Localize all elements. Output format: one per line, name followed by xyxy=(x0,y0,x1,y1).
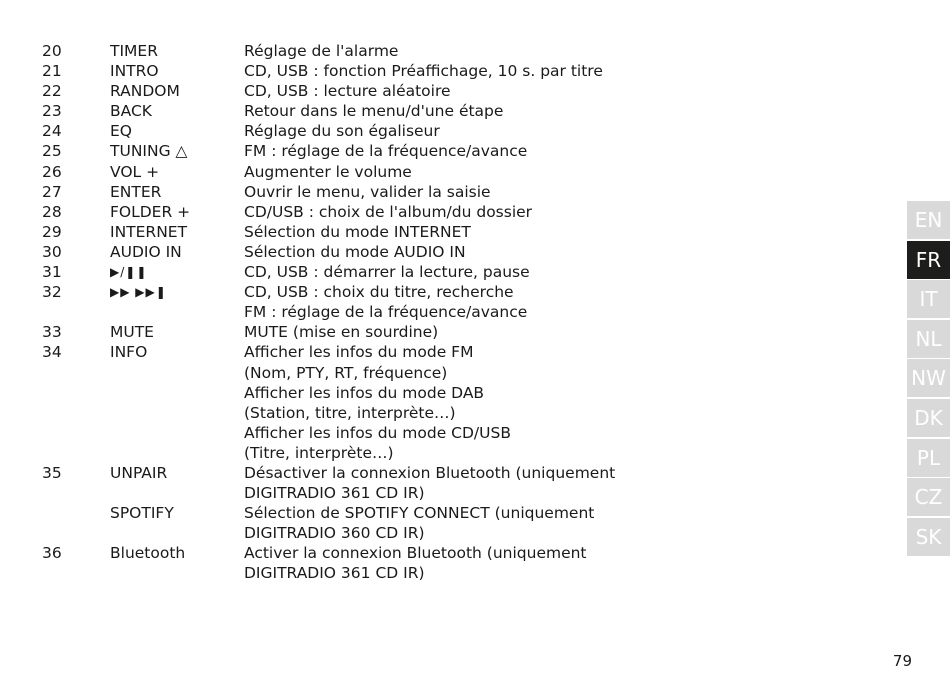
button-name: TIMER xyxy=(110,42,158,60)
function-description: MUTE (mise en sourdine) xyxy=(244,323,439,342)
item-number: 31 xyxy=(42,263,62,282)
list-item xyxy=(0,503,700,523)
button-name: INTERNET xyxy=(110,222,188,241)
button-name: EQ xyxy=(110,122,132,141)
list-item xyxy=(0,483,700,503)
item-number: 22 xyxy=(42,82,62,101)
item-number: 24 xyxy=(42,122,62,141)
language-tab-cz: CZ xyxy=(907,478,950,516)
list-item xyxy=(0,302,700,322)
button-name: Bluetooth xyxy=(110,544,186,563)
item-number: 20 xyxy=(42,42,62,60)
list-item xyxy=(0,182,700,202)
function-description: Réglage du son égaliseur xyxy=(244,122,440,141)
function-description: Afficher les infos du mode FM xyxy=(244,343,474,362)
list-item xyxy=(0,141,700,161)
function-description: (Station, titre, interprète…) xyxy=(244,403,456,422)
language-tab-pl: PL xyxy=(907,439,950,477)
item-number: 28 xyxy=(42,202,62,221)
function-description: DIGITRADIO 360 CD IR) xyxy=(244,524,425,543)
list-item xyxy=(0,423,700,443)
list-item xyxy=(0,523,700,543)
button-name: VOL + xyxy=(110,162,160,181)
item-number: 23 xyxy=(42,102,62,121)
button-name: RANDOM xyxy=(110,82,180,101)
language-tab-it: IT xyxy=(907,280,950,318)
button-name: TUNING △ xyxy=(110,142,188,161)
list-item xyxy=(0,282,700,302)
function-description: Afficher les infos du mode DAB xyxy=(244,383,485,402)
item-number: 35 xyxy=(42,463,62,482)
function-description: Désactiver la connexion Bluetooth (uniquement xyxy=(244,463,616,482)
item-number: 26 xyxy=(42,162,62,181)
button-name: MUTE xyxy=(110,323,154,342)
list-item xyxy=(0,463,700,483)
list-item xyxy=(0,101,700,121)
language-tab-en: EN xyxy=(907,201,950,239)
list-item xyxy=(0,342,700,362)
list-item xyxy=(0,563,700,583)
list-item xyxy=(0,262,700,282)
function-description: FM : réglage de la fréquence/avance xyxy=(244,142,528,161)
page-number: 79 xyxy=(892,652,912,670)
item-number: 21 xyxy=(42,62,62,81)
function-description: CD, USB : fonction Préaffichage, 10 s. par titre xyxy=(244,62,603,81)
item-number: 34 xyxy=(42,343,62,362)
list-item xyxy=(0,363,700,383)
list-item xyxy=(0,162,700,182)
function-description: CD, USB : choix du titre, recherche xyxy=(244,283,514,302)
button-name: BACK xyxy=(110,102,152,121)
function-description: (Nom, PTY, RT, fréquence) xyxy=(244,363,448,382)
item-number: 33 xyxy=(42,323,62,342)
button-name: AUDIO IN xyxy=(110,242,182,261)
button-name: INFO xyxy=(110,343,148,362)
fast-forward-skip-next-icon: ▶▶ ▶▶❚ xyxy=(110,285,167,300)
button-name: ENTER xyxy=(110,182,162,201)
function-description: Sélection du mode AUDIO IN xyxy=(244,242,466,261)
item-number: 36 xyxy=(42,544,62,563)
function-description: Sélection du mode INTERNET xyxy=(244,222,471,241)
list-item xyxy=(0,202,700,222)
list-item xyxy=(0,61,700,81)
list-item xyxy=(0,41,700,61)
function-description: DIGITRADIO 361 CD IR) xyxy=(244,484,425,503)
list-item xyxy=(0,383,700,403)
language-tab-sk: SK xyxy=(907,518,950,556)
function-description: Ouvrir le menu, valider la saisie xyxy=(244,182,491,201)
list-item xyxy=(0,242,700,262)
item-number: 32 xyxy=(42,283,62,302)
play-pause-icon: ▶/❚❚ xyxy=(110,265,148,280)
button-name: INTRO xyxy=(110,62,159,81)
function-description: Retour dans le menu/d'une étape xyxy=(244,102,504,121)
function-description: Augmenter le volume xyxy=(244,162,412,181)
list-item xyxy=(0,322,700,342)
list-item xyxy=(0,81,700,101)
function-description: FM : réglage de la fréquence/avance xyxy=(244,303,528,322)
function-description: CD, USB : lecture aléatoire xyxy=(244,82,451,101)
item-number: 25 xyxy=(42,142,62,161)
language-tab-fr: FR xyxy=(907,241,950,279)
list-item xyxy=(0,121,700,141)
list-item xyxy=(0,543,700,563)
list-item xyxy=(0,222,700,242)
button-name: UNPAIR xyxy=(110,463,168,482)
function-description: CD, USB : démarrer la lecture, pause xyxy=(244,263,530,282)
language-tab-nw: NW xyxy=(907,359,950,397)
function-description: (Titre, interprète…) xyxy=(244,443,394,462)
language-tab-dk: DK xyxy=(907,399,950,437)
function-description: Afficher les infos du mode CD/USB xyxy=(244,423,511,442)
function-description: DIGITRADIO 361 CD IR) xyxy=(244,564,425,583)
function-description: Sélection de SPOTIFY CONNECT (uniquement xyxy=(244,504,595,523)
item-number: 27 xyxy=(42,182,62,201)
language-tab-nl: NL xyxy=(907,320,950,358)
function-description: CD/USB : choix de l'album/du dossier xyxy=(244,202,533,221)
button-name: FOLDER + xyxy=(110,202,191,221)
list-item xyxy=(0,403,700,423)
button-name: SPOTIFY xyxy=(110,504,174,523)
item-number: 30 xyxy=(42,242,62,261)
item-number: 29 xyxy=(42,222,62,241)
function-description: Activer la connexion Bluetooth (uniquement xyxy=(244,544,587,563)
function-list xyxy=(0,41,700,584)
language-tabs xyxy=(907,201,950,557)
list-item xyxy=(0,443,700,463)
function-description: Réglage de l'alarme xyxy=(244,42,399,60)
